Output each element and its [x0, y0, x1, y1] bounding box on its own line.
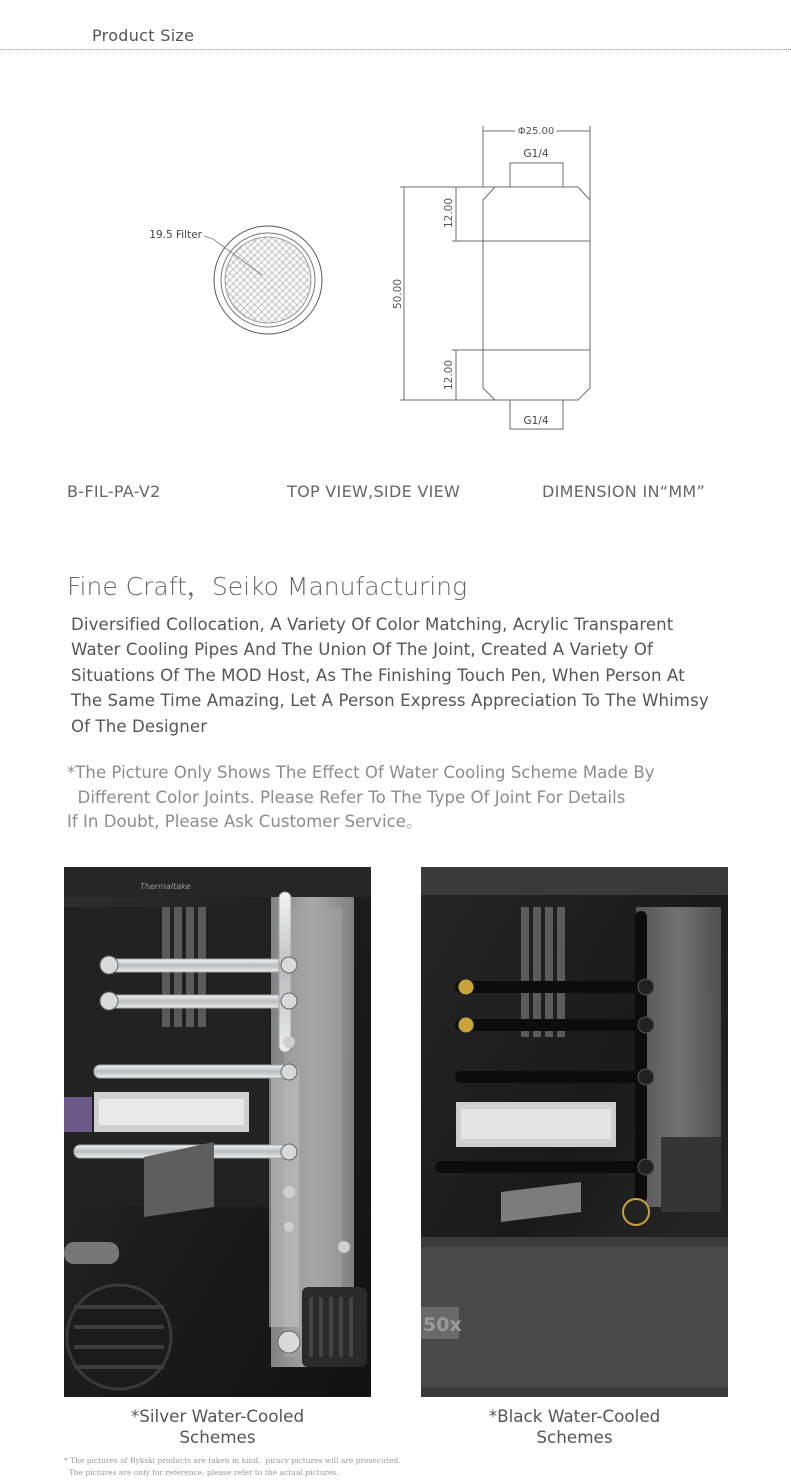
- top-section-label: 12.00: [443, 197, 455, 229]
- bottom-section-label: 12.00: [443, 359, 455, 391]
- diameter-label: Φ25.00: [517, 126, 555, 137]
- top-view: [149, 226, 322, 334]
- filter-label: 19.5 Filter: [149, 229, 202, 241]
- headline: Fine Craft，Seiko Manufacturing: [67, 572, 468, 601]
- notice-line: If In Doubt, Please Ask Customer Service。: [67, 812, 423, 831]
- views-label: TOP VIEW,SIDE VIEW: [287, 482, 461, 501]
- black-scheme-caption: [421, 1406, 728, 1448]
- disclaimer: [64, 1455, 401, 1479]
- description: [71, 612, 751, 739]
- description-line: Of The Designer: [71, 716, 208, 736]
- notice-line: *The Picture Only Shows The Effect Of Water Cooling Scheme Made By: [67, 763, 655, 782]
- disclaimer-line: The pictures are only for reference, please refer to the actual pictures.: [64, 1468, 339, 1477]
- caption-line: Schemes: [536, 1427, 613, 1447]
- technical-drawing: [0, 110, 791, 440]
- caption-line: *Silver Water-Cooled: [130, 1406, 305, 1426]
- brand-label: Thermaltake: [140, 882, 191, 891]
- disclaimer-line: * The pictures of Bykski products are taken in kind, piracy pictures will are prosecuted.: [64, 1456, 401, 1465]
- height-label: 50.00: [392, 278, 404, 310]
- description-line: Water Cooling Pipes And The Union Of The Joint, Created A Variety Of: [71, 640, 653, 660]
- section-title: Product Size: [92, 26, 195, 45]
- silver-scheme-photo: [64, 867, 371, 1397]
- caption-line: Schemes: [179, 1427, 256, 1447]
- badge-label: 50x: [423, 1314, 462, 1336]
- caption-line: *Black Water-Cooled: [488, 1406, 661, 1426]
- description-line: The Same Time Amazing, Let A Person Express Appreciation To The Whimsy: [71, 691, 709, 711]
- dimension-unit: DIMENSION IN“MM”: [542, 482, 706, 501]
- section-divider: [0, 49, 791, 50]
- side-view: [400, 126, 590, 429]
- notice: [67, 761, 767, 835]
- notice-line: Different Color Joints. Please Refer To The Type Of Joint For Details: [67, 787, 626, 807]
- top-thread-label: G1/4: [523, 148, 549, 160]
- bottom-thread-label: G1/4: [523, 415, 549, 427]
- silver-scheme-caption: [64, 1406, 371, 1448]
- black-scheme-photo: [421, 867, 728, 1397]
- description-line: Situations Of The MOD Host, As The Finishing Touch Pen, When Person At: [71, 665, 685, 685]
- model-number: B-FIL-PA-V2: [67, 482, 161, 501]
- description-line: Diversified Collocation, A Variety Of Color Matching, Acrylic Transparent: [71, 615, 674, 634]
